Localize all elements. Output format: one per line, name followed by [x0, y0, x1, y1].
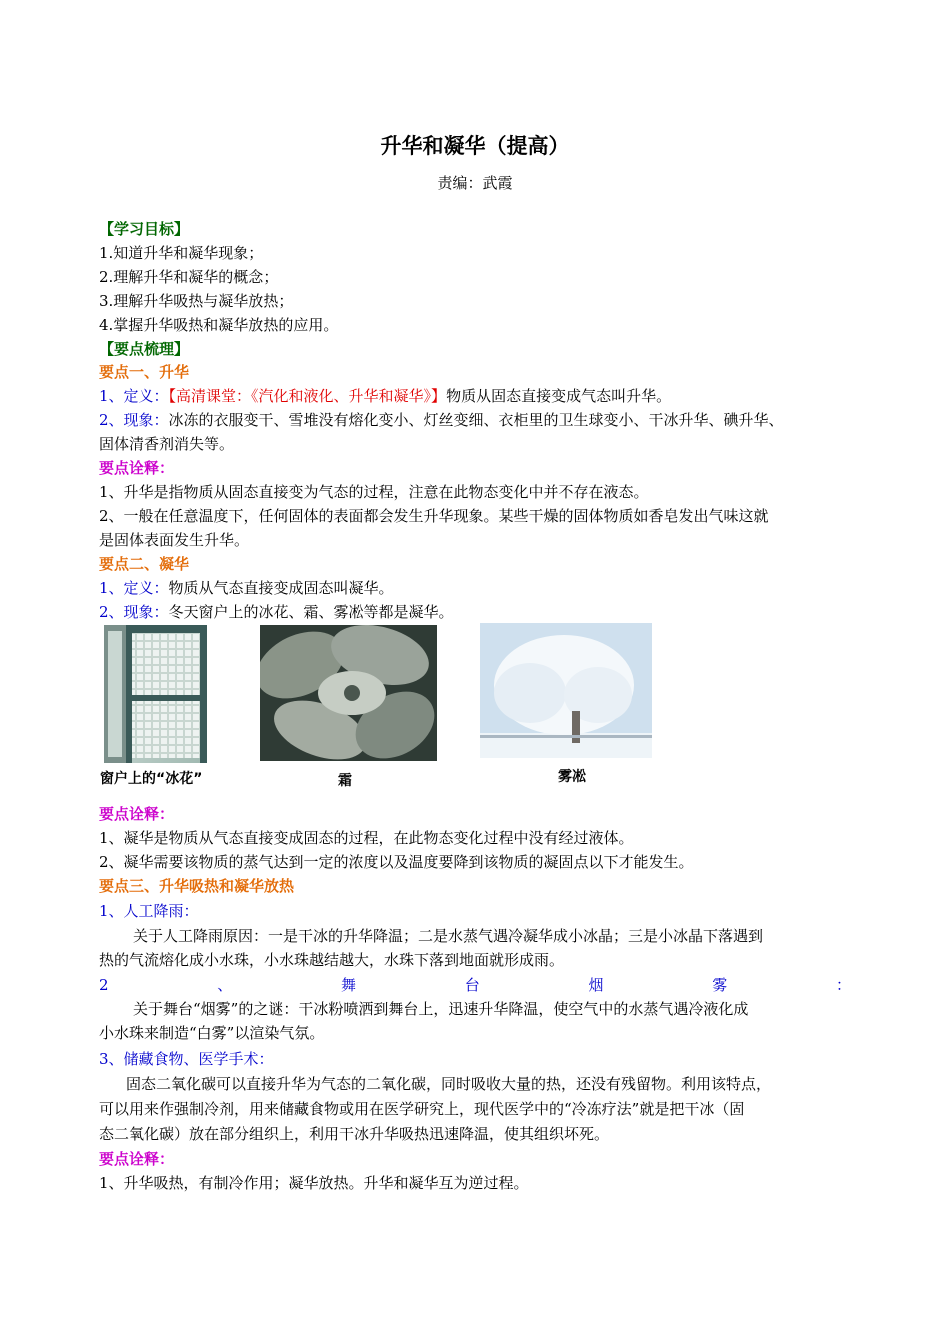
note-header: 要点诠释： — [99, 805, 175, 823]
section-2-header: 要点二、凝华 — [99, 555, 190, 573]
phenomena-text: 冬天窗户上的冰花、霜、雾凇等都是凝华。 — [168, 603, 454, 621]
section-1-header: 要点一、升华 — [99, 363, 190, 381]
note-text: 是固体表面发生升华。 — [99, 531, 250, 549]
window-frost-photo — [104, 625, 207, 763]
points-header: 【要点梳理】 — [99, 340, 190, 358]
definition-text: 物质从气态直接变成固态叫凝华。 — [168, 579, 394, 597]
spread-char: 2 — [99, 976, 109, 994]
photo-caption-window: 窗户上的“冰花” — [100, 771, 203, 787]
photo-caption-rime: 雾凇 — [558, 769, 586, 785]
lecture-link[interactable]: 【高清课堂：《汽化和液化、升华和凝华》】 — [168, 387, 447, 405]
goals-header: 【学习目标】 — [99, 220, 190, 238]
photo-caption-frost: 霜 — [338, 773, 352, 789]
rime-tree-photo — [480, 623, 652, 758]
paragraph-text: 态二氧化碳）放在部分组织上，利用干冰升华吸热迅速降温，使其组织坏死。 — [99, 1125, 610, 1143]
note-header: 要点诠释： — [99, 1150, 175, 1168]
spread-char: 雾 — [712, 976, 728, 994]
frost-leaves-photo — [260, 625, 437, 761]
page-title: 升华和凝华（提高） — [380, 134, 570, 158]
spread-char: 舞 — [341, 976, 357, 994]
phenomena-label: 2、现象： — [99, 411, 169, 429]
note-text: 1、凝华是物质从气态直接变成固态的过程，在此物态变化过程中没有经过液体。 — [99, 829, 634, 847]
phenomena-text: 冰冻的衣服变干、雪堆没有熔化变小、灯丝变细、衣柜里的卫生球变小、干冰升华、碘升华、 — [168, 411, 784, 429]
paragraph-text: 可以用来作强制冷剂，用来储藏食物或用在医学研究上，现代医学中的“冷冻疗法”就是把干冰（固 — [99, 1100, 745, 1118]
subsection-label-spread — [99, 975, 851, 995]
definition-label: 1、定义： — [99, 579, 169, 597]
author-line: 责编：武霞 — [437, 174, 513, 192]
phenomena-text-cont: 固体清香剂消失等。 — [99, 435, 235, 453]
spread-char: ： — [835, 976, 851, 994]
goal-item: 2.理解升华和凝华的概念； — [99, 268, 279, 286]
spread-char: 烟 — [588, 976, 604, 994]
paragraph-text: 关于舞台“烟雾”的之谜：干冰粉喷洒到舞台上，迅速升华降温，使空气中的水蒸气遇冷液化成 — [133, 1000, 749, 1018]
paragraph-text: 关于人工降雨原因：一是干冰的升华降温；二是水蒸气遇冷凝华成小冰晶；三是小冰晶下落遇到 — [133, 927, 764, 945]
note-text: 1、升华是指物质从固态直接变为气态的过程，注意在此物态变化中并不存在液态。 — [99, 483, 649, 501]
definition-label: 1、定义： — [99, 387, 169, 405]
section-1-definition — [99, 386, 671, 406]
note-header: 要点诠释： — [99, 459, 175, 477]
note-text: 2、一般在任意温度下，任何固体的表面都会发生升华现象。某些干燥的固体物质如香皂发出气味这就 — [99, 507, 769, 525]
spread-char: 台 — [464, 976, 480, 994]
section-2-definition — [99, 578, 394, 598]
spread-char: 、 — [217, 976, 233, 994]
note-text: 1、升华吸热，有制冷作用；凝华放热。升华和凝华互为逆过程。 — [99, 1174, 529, 1192]
definition-text: 物质从固态直接变成气态叫升华。 — [446, 387, 672, 405]
section-2-phenomena — [99, 602, 454, 622]
phenomena-label: 2、现象： — [99, 603, 169, 621]
goal-item: 4.掌握升华吸热和凝华放热的应用。 — [99, 316, 339, 334]
paragraph-text: 固态二氧化碳可以直接升华为气态的二氧化碳，同时吸收大量的热，还没有残留物。利用该特点， — [126, 1075, 772, 1093]
paragraph-text: 小水珠来制造“白雾”以渲染气氛。 — [99, 1024, 325, 1042]
subsection-label: 3、储藏食物、医学手术： — [99, 1050, 274, 1068]
goal-item: 1.知道升华和凝华现象； — [99, 244, 264, 262]
paragraph-text: 热的气流熔化成小水珠，小水珠越结越大，水珠下落到地面就形成雨。 — [99, 951, 565, 969]
goal-item: 3.理解升华吸热与凝华放热； — [99, 292, 294, 310]
section-3-header: 要点三、升华吸热和凝华放热 — [99, 877, 295, 895]
subsection-label: 1、人工降雨： — [99, 902, 199, 920]
note-text: 2、凝华需要该物质的蒸气达到一定的浓度以及温度要降到该物质的凝固点以下才能发生。 — [99, 853, 694, 871]
section-1-phenomena — [99, 410, 784, 430]
